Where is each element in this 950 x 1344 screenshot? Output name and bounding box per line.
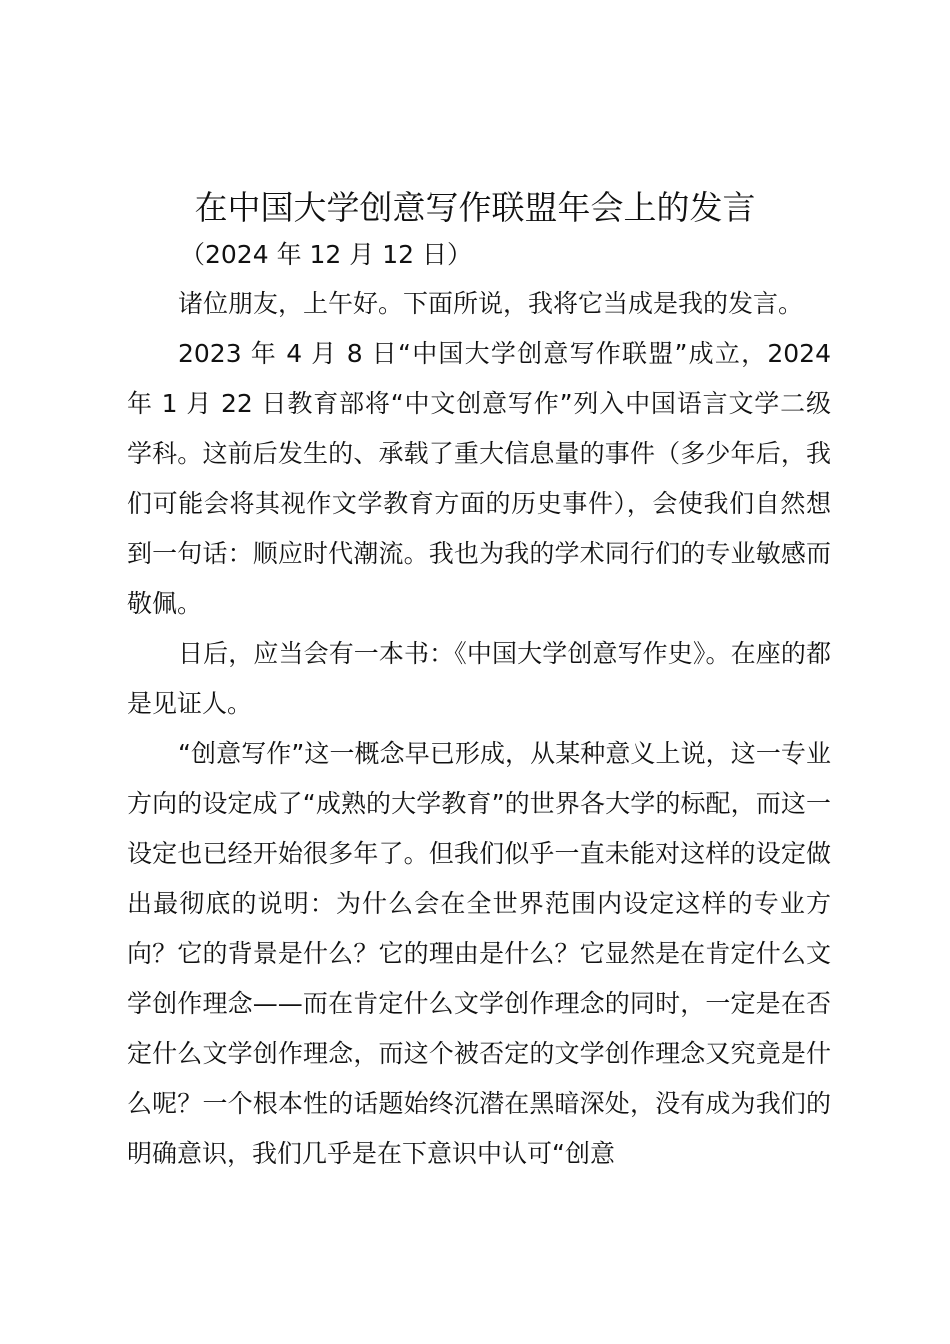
paragraph: “创意写作”这一概念早已形成，从某种意义上说，这一专业方向的设定成了“成熟的大学教育”的世界各大学的标配，而这一设定也已经开始很多年了。但我们似乎一直未能对这样的设定做出最彻底的说明：为什么会在全世界范围内设定这样的专业方向？它的背景是什么？它的理由是什么？它显然是在肯定什么文学创作理念——而在肯定什么文学创作理念的同时，一定是在否定什么文学创作理念，而这个被否定的文学创作理念又究竟是什么呢？一个根本性的话题始终沉潜在黑暗深处，没有成为我们的明确意识，我们几乎是在下意识中认可“创意 — [127, 739, 831, 1168]
paragraph: 诸位朋友，上午好。下面所说，我将它当成是我的发言。 — [178, 289, 804, 318]
paragraph: 2023 年 4 月 8 日“中国大学创意写作联盟”成立，2024 年 1 月 22 日教育部将“中文创意写作”列入中国语言文学二级学科。这前后发生的、承载了重大信息量的事件（多少年后，我们可能会将其视作文学教育方面的历史事件），会使我们自然想到一句话：顺应时代潮流。我也为我的学术同行们的专业敏感而敬佩。 — [127, 339, 831, 618]
document-title: 在中国大学创意写作联盟年会上的发言 — [194, 188, 756, 227]
paragraph: 日后，应当会有一本书：《中国大学创意写作史》。在座的都是见证人。 — [127, 639, 831, 718]
document-date: （2024 年 12 月 12 日） — [180, 240, 472, 269]
document-body — [127, 279, 831, 1179]
